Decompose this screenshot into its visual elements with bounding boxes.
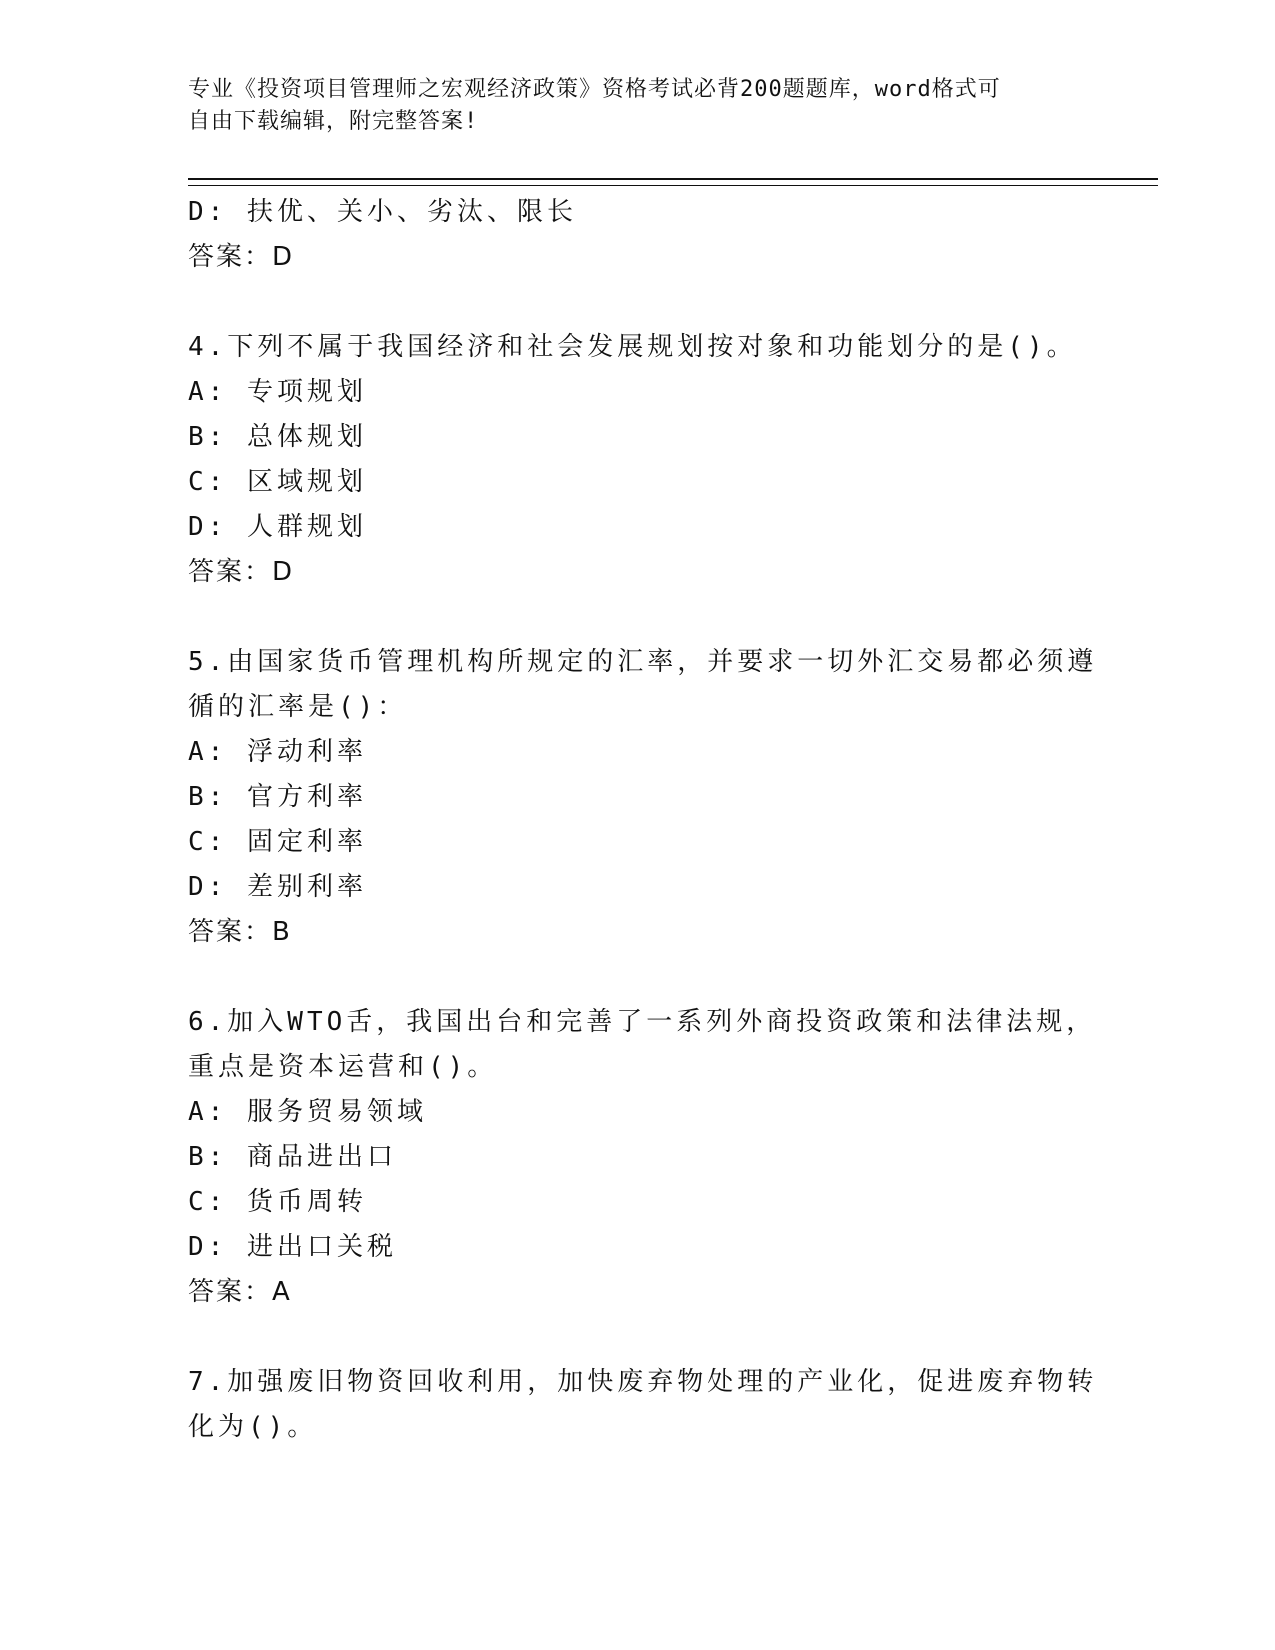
option-a: A: 专项规划 xyxy=(188,377,367,407)
option-b: B: 总体规划 xyxy=(188,422,367,452)
option-d: D: 人群规划 xyxy=(188,512,367,542)
question-text-line-2: 化为()。 xyxy=(188,1412,318,1442)
question-5 xyxy=(188,640,1098,955)
option-a: A: 浮动利率 xyxy=(188,737,367,767)
header-line-2: 自由下载编辑，附完整答案! xyxy=(188,109,479,134)
option-c: C: 区域规划 xyxy=(188,467,367,497)
option-d: D: 差别利率 xyxy=(188,872,367,902)
question-list xyxy=(188,190,1098,1450)
question-text-line-1: 5.由国家货币管理机构所规定的汇率，并要求一切外汇交易都必须遵 xyxy=(188,647,1098,677)
question-fragment xyxy=(188,190,1088,280)
option-b: B: 商品进出口 xyxy=(188,1142,397,1172)
page-header xyxy=(188,74,1068,138)
option-b: B: 官方利率 xyxy=(188,782,367,812)
answer-line: 答案：D xyxy=(188,242,295,272)
question-7 xyxy=(188,1360,1098,1450)
question-4 xyxy=(188,325,1088,595)
question-text: 4.下列不属于我国经济和社会发展规划按对象和功能划分的是()。 xyxy=(188,332,1077,362)
option-d: D: 扶优、关小、劣汰、限长 xyxy=(188,197,577,227)
option-d: D: 进出口关税 xyxy=(188,1232,397,1262)
answer-line: 答案：B xyxy=(188,917,292,947)
question-text-line-1: 6.加入WTO舌，我国出台和完善了一系列外商投资政策和法律法规， xyxy=(188,1007,1097,1037)
question-6 xyxy=(188,1000,1097,1315)
question-text-line-1: 7.加强废旧物资回收利用，加快废弃物处理的产业化，促进废弃物转 xyxy=(188,1367,1098,1397)
option-a: A: 服务贸易领域 xyxy=(188,1097,427,1127)
header-divider xyxy=(188,178,1158,186)
header-line-1: 专业《投资项目管理师之宏观经济政策》资格考试必背200题题库，word格式可 xyxy=(188,77,1001,102)
option-c: C: 货币周转 xyxy=(188,1187,367,1217)
option-c: C: 固定利率 xyxy=(188,827,367,857)
question-text-line-2: 循的汇率是()： xyxy=(188,692,408,722)
question-text-line-2: 重点是资本运营和()。 xyxy=(188,1052,498,1082)
answer-line: 答案：A xyxy=(188,1277,292,1307)
answer-line: 答案：D xyxy=(188,557,295,587)
